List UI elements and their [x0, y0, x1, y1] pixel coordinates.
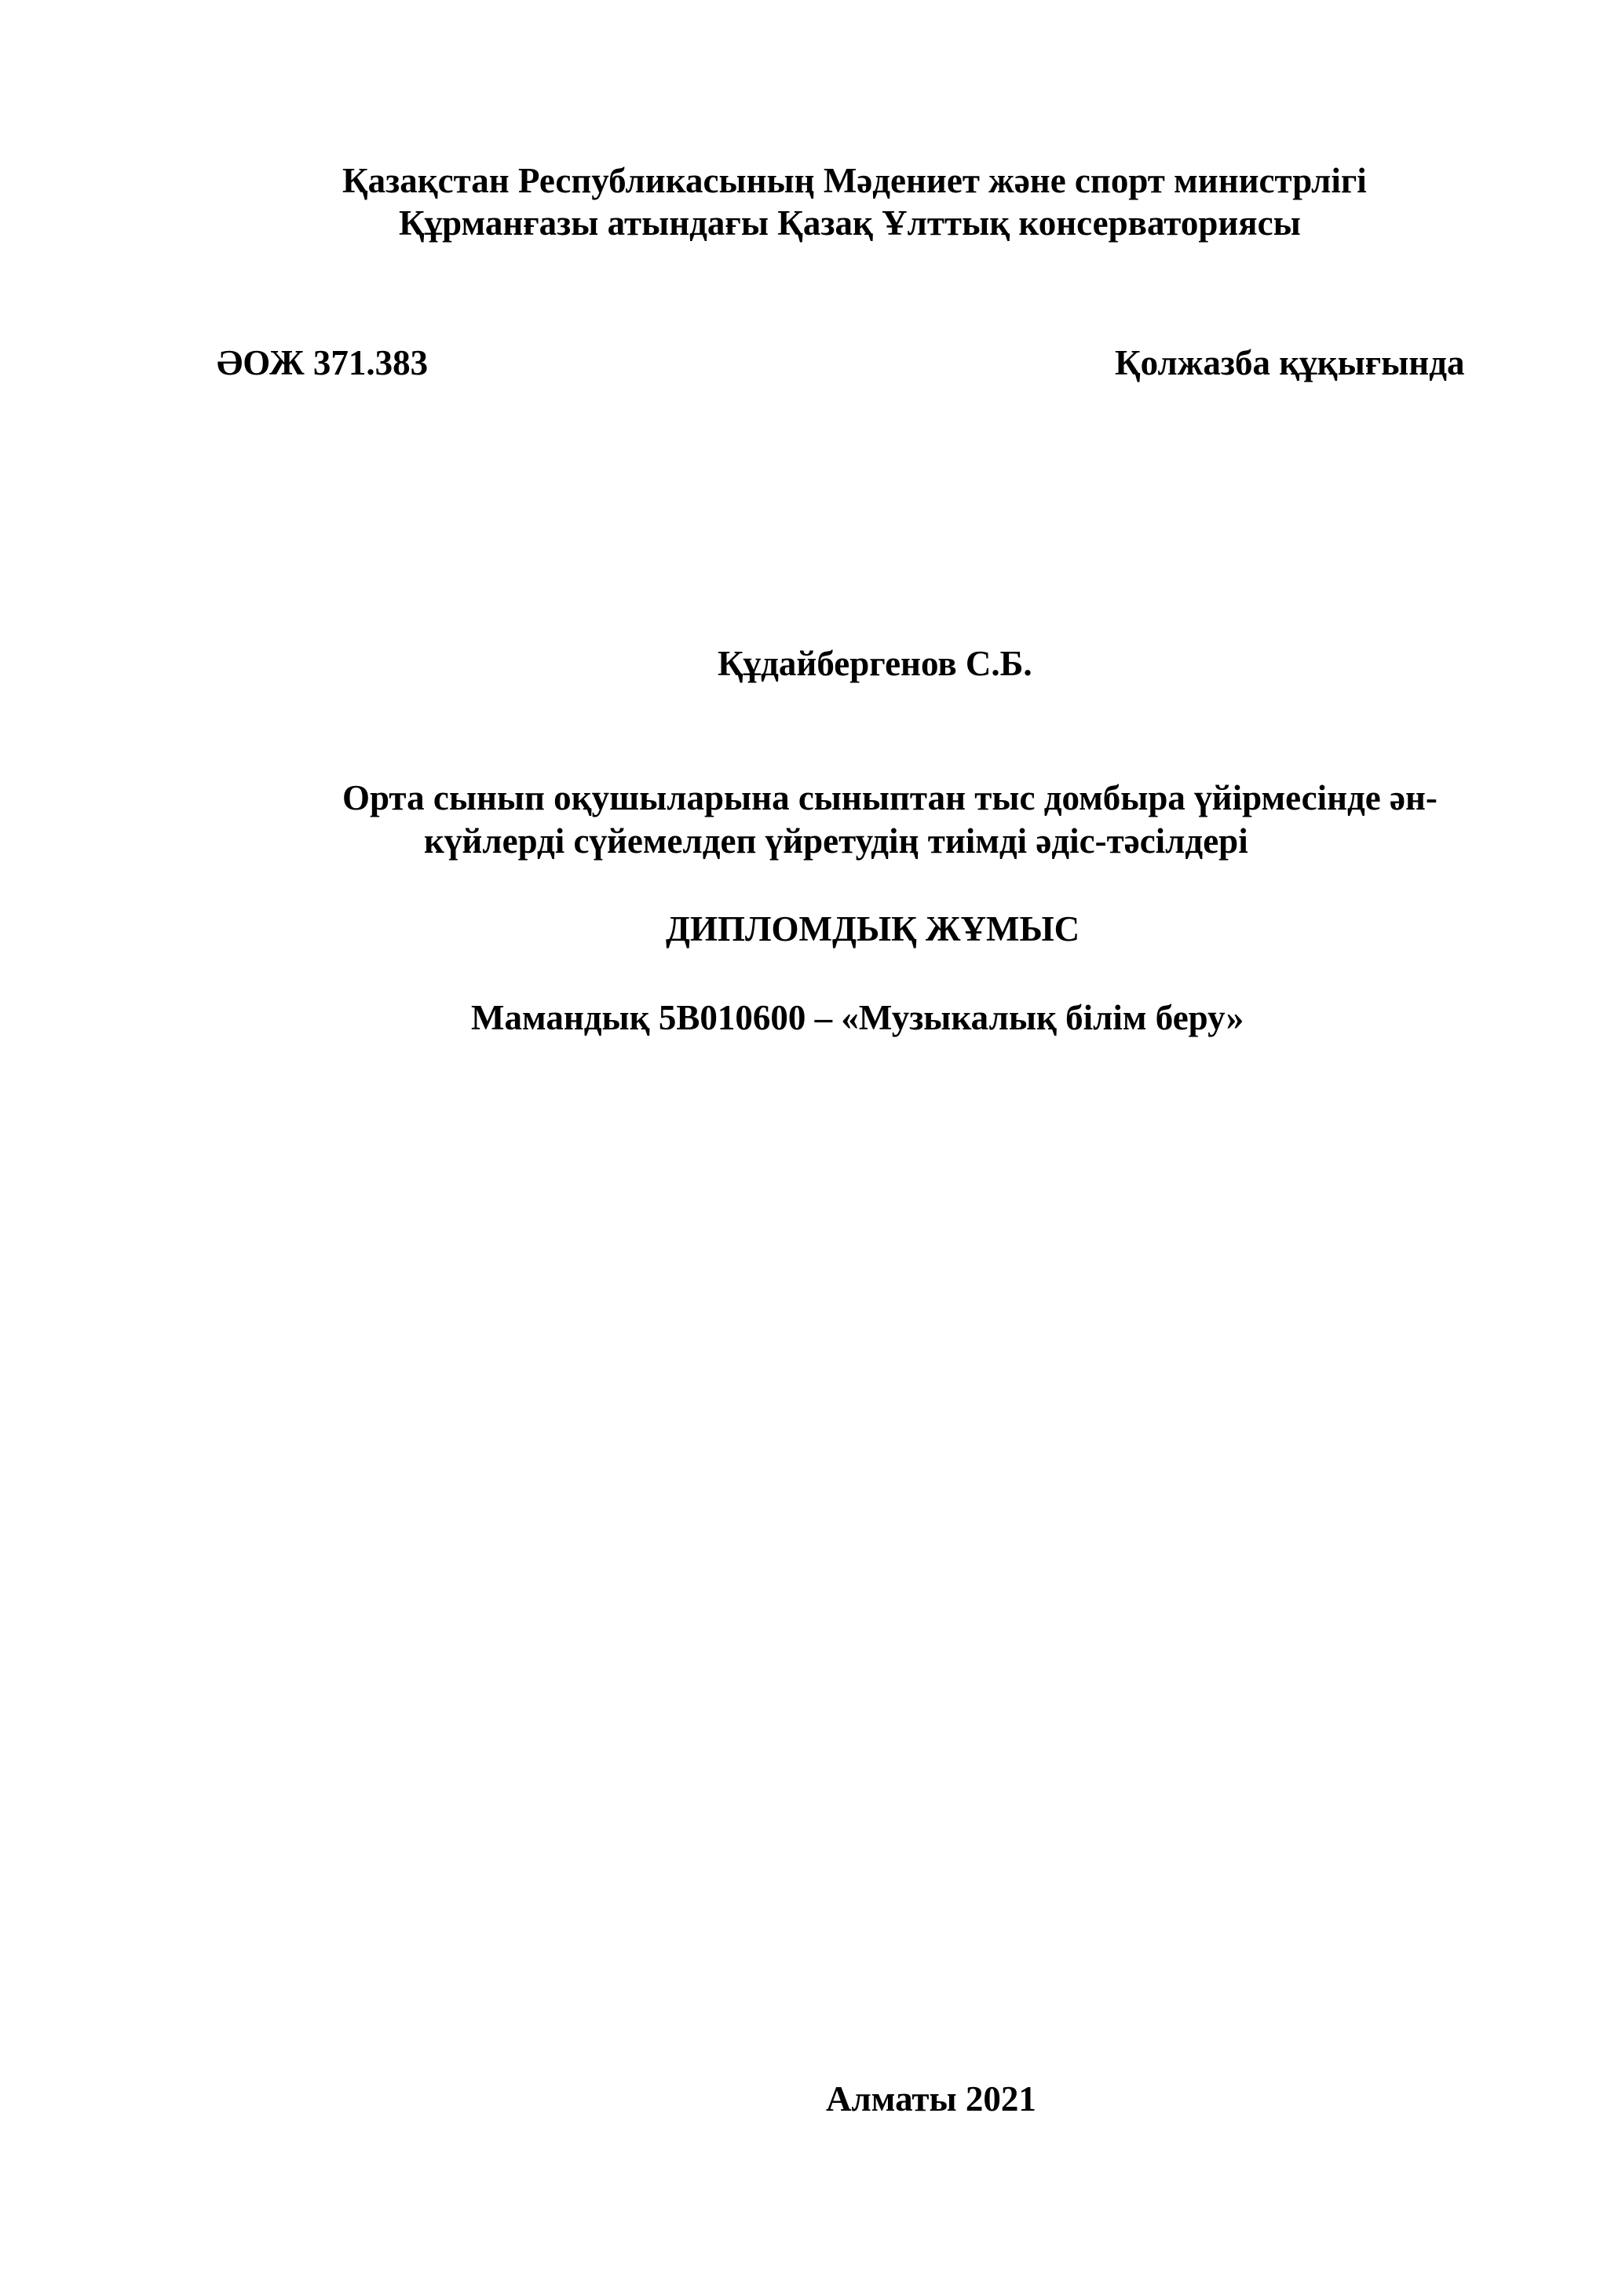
author-name: Құдайбергенов С.Б.	[718, 644, 1032, 683]
specialty: Мамандық 5В010600 – «Музыкалық білім беру»	[471, 998, 1244, 1037]
thesis-title-line-2: күйлерді сүйемелдеп үйретудің тиімді әдіс-тәсілдері	[424, 821, 1248, 861]
work-type: ДИПЛОМДЫҚ ЖҰМЫС	[666, 909, 1080, 949]
city-year: Алматы 2021	[826, 2079, 1036, 2119]
institution-heading: Құрманғазы атындағы Қазақ Ұлттық консерваториясы	[399, 203, 1301, 243]
manuscript-rights: Қолжазба құқығында	[1115, 343, 1465, 382]
udc-code: ӘОЖ 371.383	[217, 343, 429, 382]
ministry-heading: Қазақстан Республикасының Мәдениет және спорт министрлігі	[342, 161, 1367, 200]
thesis-title-line-1: Орта сынып оқушыларына сыныптан тыс домбыра үйірмесінде ән-	[342, 778, 1438, 817]
